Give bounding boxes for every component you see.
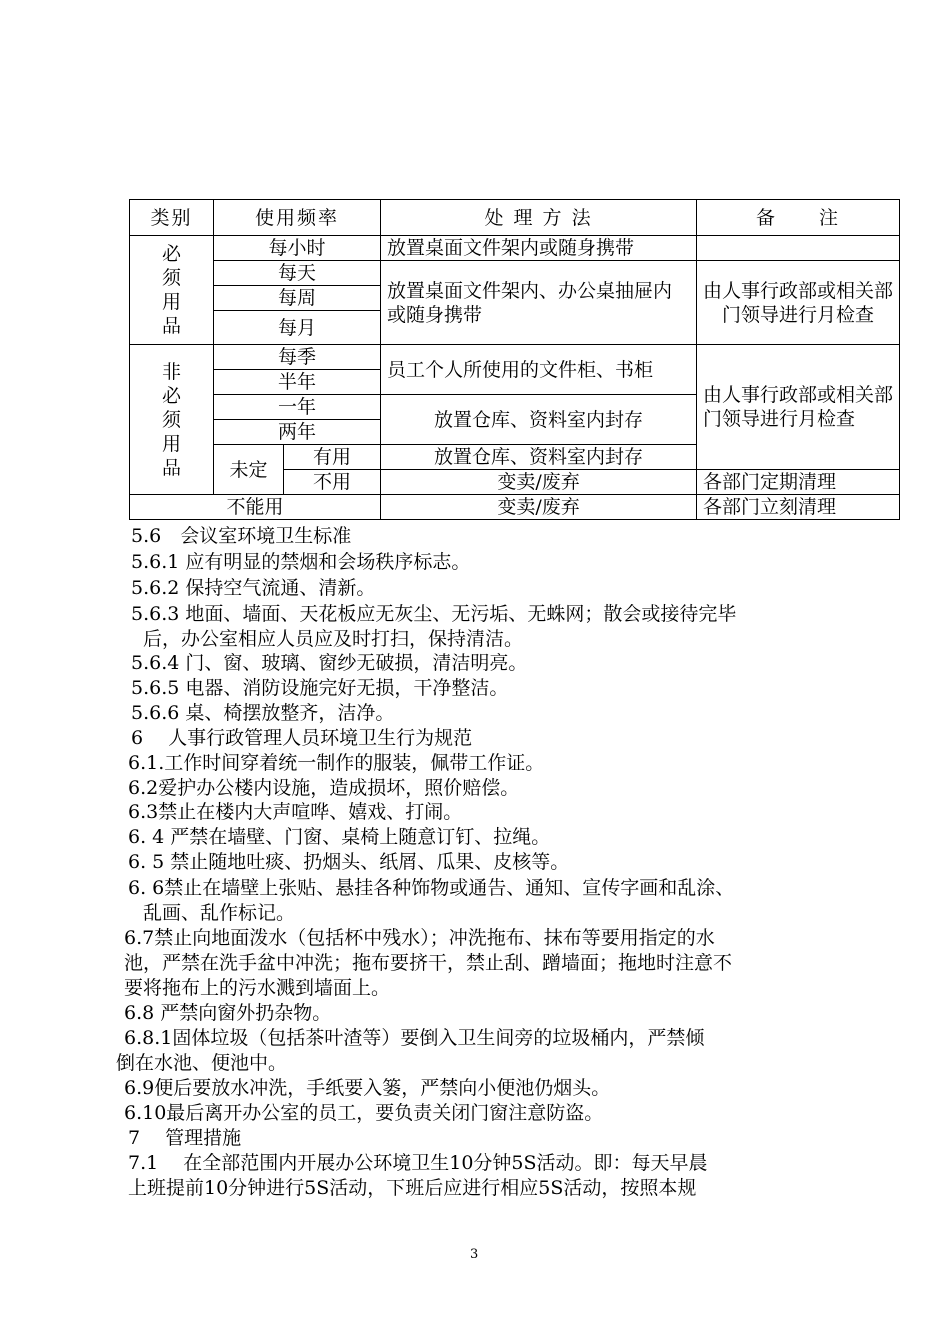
method-hourly: 放置桌面文件架内或随身携带 (381, 236, 697, 261)
text-line: 6.8.1固体垃圾（包括茶叶渣等）要倒入卫生间旁的垃圾桶内，严禁倾 (124, 1027, 705, 1049)
text-line: 要将拖布上的污水溅到墙面上。 (124, 977, 391, 999)
text-line: 6.3禁止在楼内大声喧哗、嬉戏、打闹。 (128, 801, 463, 823)
text-line: 5.6.2 保持空气流通、清新。 (131, 577, 376, 599)
freq-undetermined: 未定 (214, 445, 284, 495)
text-line: 后，办公室相应人员应及时打扫，保持清洁。 (143, 628, 524, 650)
method-storage: 放置仓库、资料室内封存 (381, 395, 697, 445)
header-method: 处 理 方 法 (381, 200, 697, 236)
text-line: 5.6.1 应有明显的禁烟和会场秩序标志。 (131, 551, 471, 573)
freq-halfyear: 半年 (214, 370, 381, 395)
note-required: 由人事行政部或相关部门领导进行月检查 (697, 261, 900, 345)
freq-useful: 有用 (284, 445, 381, 470)
header-frequency: 使用频率 (214, 200, 381, 236)
note-nonrequired: 由人事行政部或相关部门领导进行月检查 (697, 345, 900, 470)
text-line: 乱画、乱作标记。 (143, 902, 296, 924)
method-useless: 变卖/废弃 (381, 470, 697, 495)
freq-hourly: 每小时 (214, 236, 381, 261)
text-line: 6.7禁止向地面泼水（包括杯中残水）；冲洗拖布、抹布等要用指定的水 (124, 927, 715, 949)
text-line: 5.6.5 电器、消防设施完好无损，干净整洁。 (131, 677, 509, 699)
text-line: 上班提前10分钟进行5S活动，下班后应进行相应5S活动，按照本规 (128, 1177, 697, 1199)
text-line: 6.2爱护办公楼内设施，造成损坏，照价赔偿。 (128, 777, 520, 799)
text-line: 6. 4 严禁在墙壁、门窗、桌椅上随意订钉、拉绳。 (128, 826, 551, 848)
text-line: 5.6 会议室环境卫生标准 (131, 525, 352, 547)
text-line: 6.9便后要放水冲洗，手纸要入篓，严禁向小便池仍烟头。 (124, 1077, 611, 1099)
text-line: 5.6.4 门、窗、玻璃、窗纱无破损，清洁明亮。 (131, 652, 528, 674)
freq-quarterly: 每季 (214, 345, 381, 370)
method-useful: 放置仓库、资料室内封存 (381, 445, 697, 470)
text-line: 6 人事行政管理人员环境卫生行为规范 (131, 727, 473, 749)
page-number: 3 (470, 1247, 479, 1262)
method-quarterly: 员工个人所使用的文件柜、书柜 (381, 345, 697, 395)
text-line: 倒在水池、便池中。 (116, 1052, 288, 1074)
freq-oneyear: 一年 (214, 395, 381, 420)
text-line: 6. 6禁止在墙壁上张贴、悬挂各种饰物或通告、通知、宣传字画和乱涂、 (128, 877, 735, 899)
text-line: 7.1 在全部范围内开展办公环境卫生10分钟5S活动。即：每天早晨 (128, 1152, 708, 1174)
note-hourly (697, 236, 900, 261)
freq-daily: 每天 (214, 261, 381, 286)
text-line: 池，严禁在洗手盆中冲洗；拖布要挤干，禁止刮、蹭墙面；拖地时注意不 (124, 952, 733, 974)
freq-monthly: 每月 (214, 311, 381, 345)
method-unusable: 变卖/废弃 (381, 495, 697, 520)
text-line: 6. 5 禁止随地吐痰、扔烟头、纸屑、瓜果、皮核等。 (128, 851, 570, 873)
note-useless: 各部门定期清理 (697, 470, 900, 495)
text-line: 5.6.6 桌、椅摆放整齐，洁净。 (131, 702, 395, 724)
category-required (130, 236, 214, 345)
method-daily: 放置桌面文件架内、办公桌抽屉内或随身携带 (381, 261, 697, 345)
text-line: 6.8 严禁向窗外扔杂物。 (124, 1002, 332, 1024)
text-line: 7 管理措施 (128, 1127, 242, 1149)
note-unusable: 各部门立刻清理 (697, 495, 900, 520)
classification-table (129, 199, 900, 520)
freq-useless: 不用 (284, 470, 381, 495)
header-category: 类别 (130, 200, 214, 236)
text-line: 6.1.工作时间穿着统一制作的服装，佩带工作证。 (128, 752, 545, 774)
category-nonrequired (130, 345, 214, 495)
category-nonrequired-label: 非 必 须 用 品 (161, 360, 181, 479)
category-required-label: 必 须 用 品 (161, 243, 181, 337)
freq-weekly: 每周 (214, 286, 381, 311)
text-line: 6.10最后离开办公室的员工，要负责关闭门窗注意防盗。 (124, 1102, 604, 1124)
freq-unusable: 不能用 (130, 495, 381, 520)
freq-twoyear: 两年 (214, 420, 381, 445)
text-line: 5.6.3 地面、墙面、天花板应无灰尘、无污垢、无蛛网；散会或接待完毕 (131, 603, 737, 625)
header-note: 备 注 (697, 200, 900, 236)
